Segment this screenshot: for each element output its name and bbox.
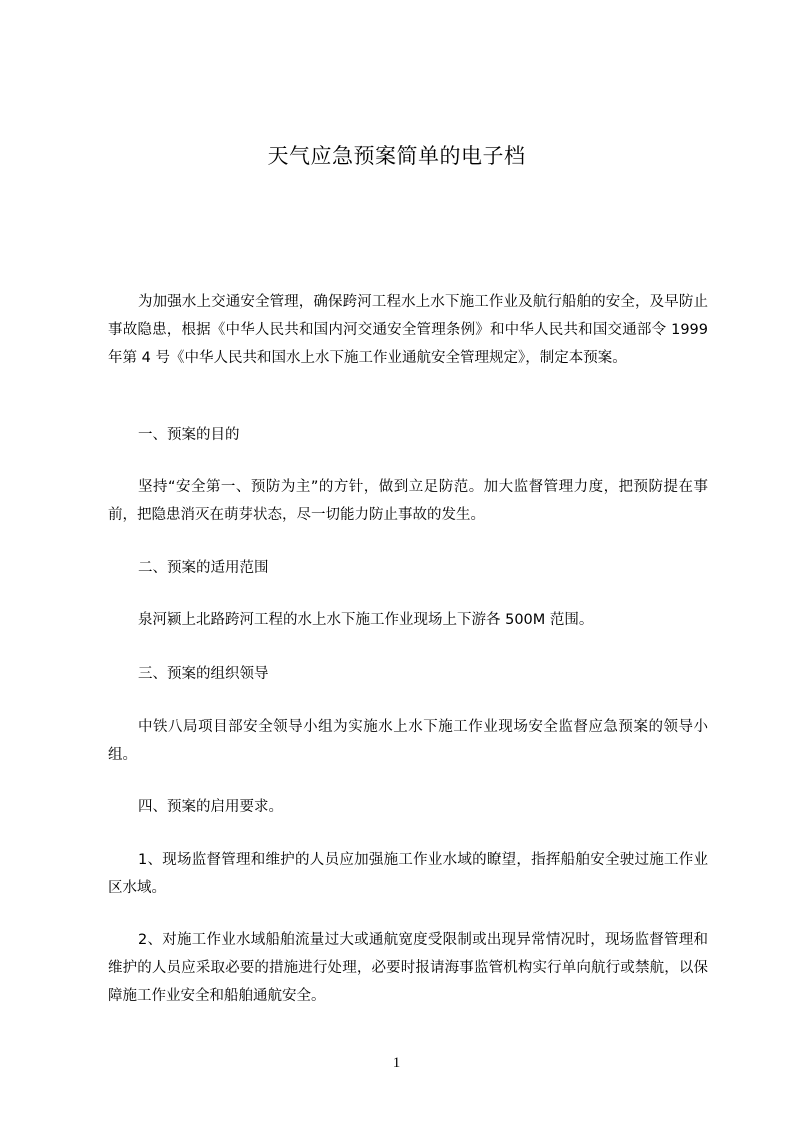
page-number: 1 [392,1055,401,1071]
section-body-leadership: 中铁八局项目部安全领导小组为实施水上水下施工作业现场安全监督应急预案的领导小组。 [108,719,708,763]
section-heading-leadership: 三、预案的组织领导 [138,666,269,682]
document-title: 天气应急预案简单的电子档 [267,144,526,168]
section-heading-scope: 二、预案的适用范围 [138,560,269,576]
section-body-purpose: 坚持“安全第一、预防为主”的方针，做到立足防范。加大监督管理力度，把预防提在事前，把隐患消灭在萌芽状态，尽一切能力防止事故的发生。 [108,479,708,523]
section-heading-requirements: 四、预案的启用要求。 [138,799,283,815]
requirement-item-2: 2、对施工作业水域船舶流量过大或通航宽度受限制或出现异常情况时，现场监督管理和维护的人员应采取必要的措施进行处理，必要时报请海事监管机构实行单向航行或禁航，以保障施工作业安全和船舶通航安全。 [108,932,708,1004]
section-body-scope: 泉河颍上北路跨河工程的水上水下施工作业现场上下游各 500M 范围。 [138,612,594,628]
intro-paragraph: 为加强水上交通安全管理，确保跨河工程水上水下施工作业及航行船舶的安全，及早防止事故隐患，根据《中华人民共和国内河交通安全管理条例》和中华人民共和国交通部令 1999 年第 4 号《中华人民共和国水上水下施工作业通航安全管理规定》，制定本预案。 [108,294,708,366]
requirement-item-1: 1、现场监督管理和维护的人员应加强施工作业水域的瞭望，指挥船舶安全驶过施工作业区水域。 [108,852,708,896]
section-heading-purpose: 一、预案的目的 [138,427,240,443]
